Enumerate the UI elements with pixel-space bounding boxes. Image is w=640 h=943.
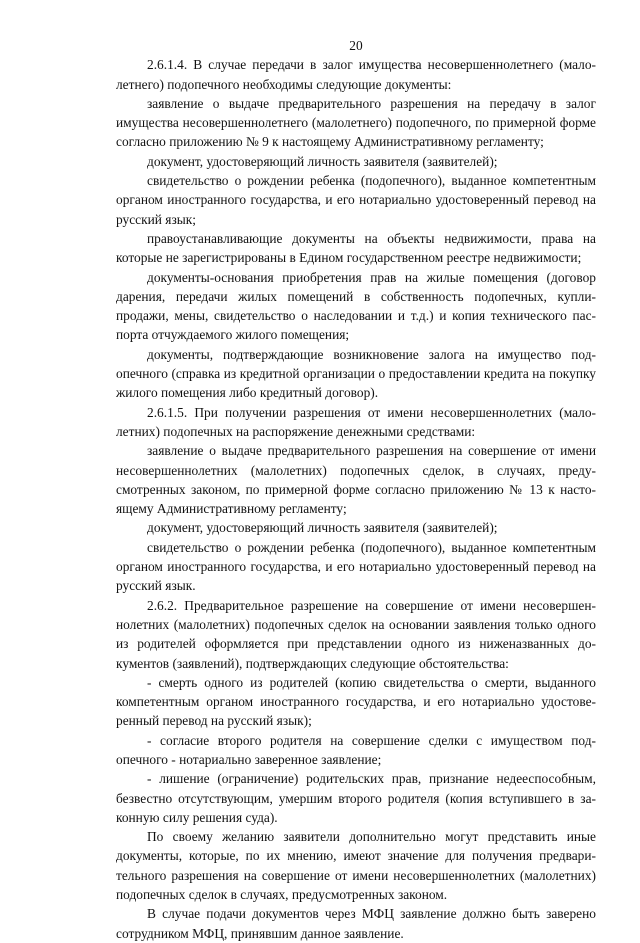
paragraph-2-6-2: 2.6.2. Предварительное разрешение на совершение от имени несовершеннолетних (малолетних) подопечных сделок на основании заявления только одного из родителей оформляется при представлении одного из ниженазванных документов (заявлений), подтверждающих следующие обстоятельства: [116, 597, 596, 671]
paragraph-pledge-confirmation: документы, подтверждающие возникновение залога на имущество подопечного (справка из кредитной организации о предоставлении кредита на покупку жилого помещения либо кредитный договор). [116, 346, 596, 401]
paragraph-identity-document-2: документ, удостоверяющий личность заявителя (заявителей); [147, 520, 498, 536]
list-item-parent-death: - смерть одного из родителей (копию свидетельства о смерти, выданного компетентным органом иностранного государства, и его нотариально удостоверенный перевод на русский язык); [116, 674, 596, 729]
paragraph-additional-documents: По своему желанию заявители дополнительно могут представить иные документы, которые, по их мнению, имеют значение для получения предварительного разрешения на совершение от имени несовершеннолетних (малолетних) подопечных сделок в случаях, предусмотренных законом. [116, 829, 596, 903]
list-item-parental-rights: - лишение (ограничение) родительских прав, признание недееспособным, безвестно отсутствующим, умершим второго родителя (копия вступившего в законную силу решения суда). [116, 771, 596, 825]
paragraph-2-6-1-4: 2.6.1.4. В случае передачи в залог имущества несовершеннолетнего (малолетнего) подопечного необходимы следующие документы: [116, 57, 596, 92]
paragraph-birth-certificate: свидетельство о рождении ребенка (подопечного), выданное компетентным органом иностранного государства, и его нотариально удостоверенный перевод на русский язык; [116, 173, 596, 227]
page-number: 20 [349, 38, 363, 53]
paragraph-identity-document: документ, удостоверяющий личность заявителя (заявителей); [147, 153, 498, 169]
paragraph-birth-certificate-2: свидетельство о рождении ребенка (подопечного), выданное компетентным органом иностранного государства, и его нотариально удостоверенный перевод на русский язык. [116, 539, 596, 594]
paragraph-title-documents: правоустанавливающие документы на объекты недвижимости, права на которые не зарегистрированы в Едином государственном реестре недвижимости; [116, 230, 596, 266]
document-page [116, 36, 596, 943]
paragraph-funds-application: заявление о выдаче предварительного разрешения на совершение от имени несовершеннолетних (малолетних) подопечных сделок, в случаях, предусмотренных законом, по примерной форме согласно приложению № 13 к настоящему Административному регламенту; [116, 443, 596, 517]
paragraph-mfc-certification: В случае подачи документов через МФЦ заявление должно быть заверено сотрудником МФЦ, принявшим данное заявление. [116, 906, 596, 941]
paragraph-2-6-1-5: 2.6.1.5. При получении разрешения от имени несовершеннолетних (малолетних) подопечных на распоряжение денежными средствами: [116, 404, 596, 439]
list-item-parent-consent: - согласие второго родителя на совершение сделки с имуществом подопечного - нотариально заверенное заявление; [116, 732, 596, 767]
paragraph-pledge-application: заявление о выдаче предварительного разрешения на передачу в залог имущества несовершеннолетнего (малолетнего) подопечного, по примерной форме согласно приложению № 9 к настоящему Административному регламенту; [116, 95, 596, 150]
paragraph-acquisition-documents: документы-основания приобретения прав на жилые помещения (договор дарения, передачи жилых помещений в собственность подопечных, купли-продажи, мены, свидетельство о наследовании и т.д.) и копия технического паспорта отчуждаемого жилого помещения; [116, 269, 596, 343]
